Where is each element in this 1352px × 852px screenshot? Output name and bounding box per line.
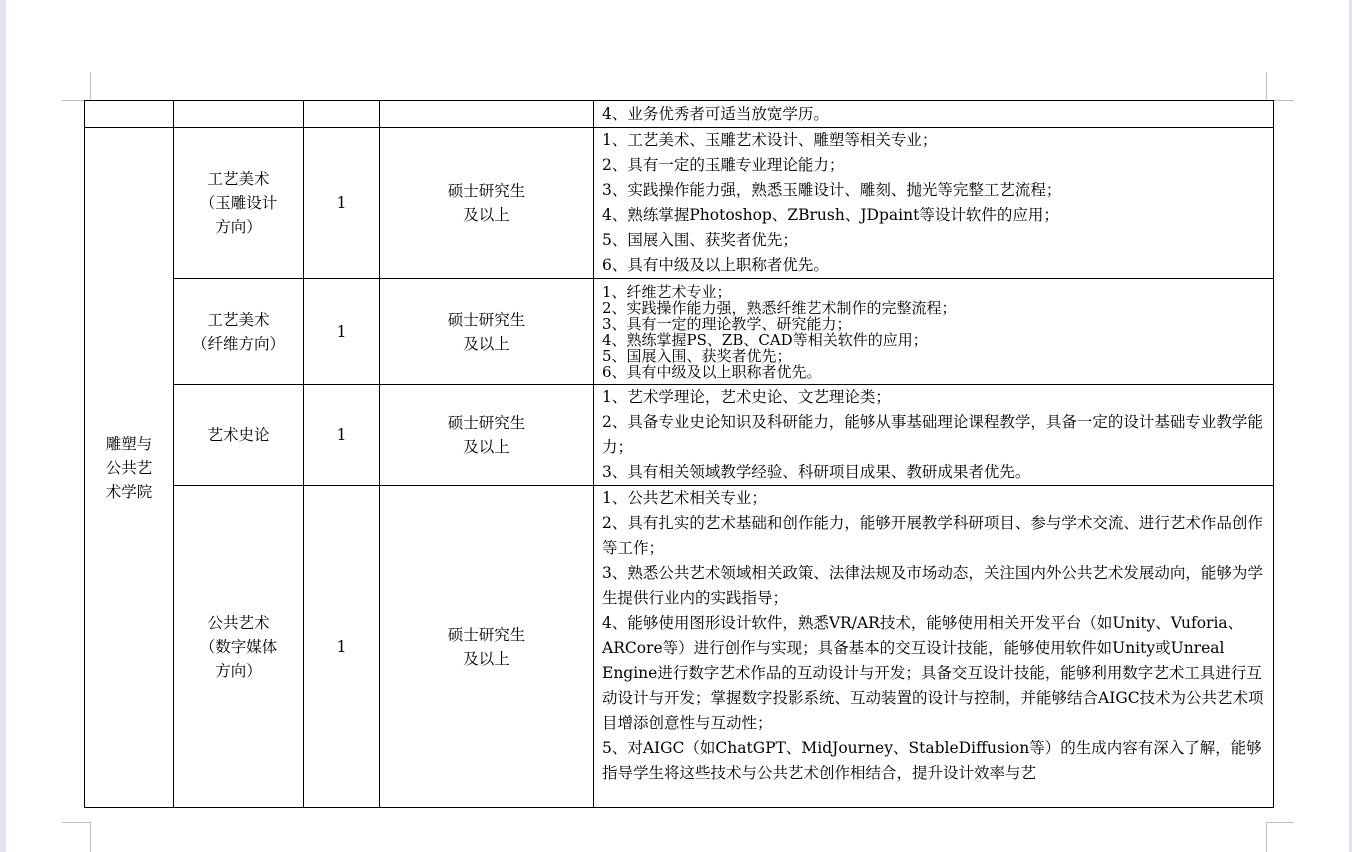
requirement-item: 3、熟悉公共艺术领域相关政策、法律法规及市场动态，关注国内外公共艺术发展动向，能够为学生提供行业内的实践指导；: [602, 564, 1263, 607]
degree-cell: [380, 279, 594, 385]
requirement-item: 3、具有相关领域教学经验、科研项目成果、教研成果者优先。: [602, 463, 1031, 481]
position-name-line: 方向）: [215, 218, 262, 236]
requirement-item: 3、具有一定的理论教学、研究能力；: [602, 314, 852, 333]
department-cell-empty: [85, 101, 174, 128]
requirements-cell: [594, 279, 1274, 385]
position-name-line: （数字媒体: [199, 637, 278, 656]
crop-mark-bottom-right-v: [1266, 822, 1267, 852]
degree-line: 及以上: [463, 334, 510, 353]
position-name-line: 公共艺术: [207, 613, 270, 632]
count-cell: 1: [304, 128, 380, 279]
requirement-item: 6、具有中级及以上职称者优先。: [602, 256, 829, 274]
degree-cell-empty: [380, 101, 594, 128]
requirement-item: 5、国展入围、获奖者优先；: [602, 231, 798, 249]
requirement-item: 1、艺术学理论，艺术史论、文艺理论类；: [602, 388, 891, 406]
table-row: [85, 385, 1274, 486]
requirement-item: 1、公共艺术相关专业；: [602, 489, 767, 507]
degree-line: 硕士研究生: [447, 182, 526, 200]
table-row: [85, 279, 1274, 385]
table-row: [85, 486, 1274, 808]
requirement-item: 4、熟练掌握PS、ZB、CAD等相关软件的应用；: [602, 330, 928, 349]
requirements-cell: [594, 128, 1274, 279]
department-name-line: 雕塑与: [105, 434, 153, 453]
position-name-line: 方向）: [215, 661, 262, 680]
degree-cell: [380, 486, 594, 808]
requirement-item: 4、业务优秀者可适当放宽学历。: [602, 104, 829, 123]
crop-mark-bottom-right: [1266, 822, 1294, 823]
degree-cell: [380, 385, 594, 486]
requirement-item: 1、纤维艺术专业；: [602, 282, 732, 301]
position-cell: [174, 486, 304, 808]
page-left-margin: [0, 0, 6, 852]
degree-line: 及以上: [463, 649, 510, 668]
degree-line: 硕士研究生: [447, 625, 526, 644]
position-name-line: （玉雕设计: [199, 194, 278, 212]
requirement-item: 2、实践操作能力强，熟悉纤维艺术制作的完整流程；: [602, 298, 957, 317]
requirements-cell: [594, 486, 1274, 808]
requirement-item: 5、国展入围、获奖者优先；: [602, 346, 792, 365]
requirement-item: 2、具有一定的玉雕专业理论能力；: [602, 156, 845, 174]
requirements-cell: [594, 101, 1274, 128]
requirement-item: 2、具备专业史论知识及科研能力，能够从事基础理论课程教学，具备一定的设计基础专业教学能力；: [602, 413, 1263, 456]
crop-mark-bottom-left: [62, 822, 90, 823]
requirement-item: 1、工艺美术、玉雕艺术设计、雕塑等相关专业；: [602, 131, 938, 149]
position-cell: [174, 385, 304, 486]
requirements-clip: [602, 486, 1267, 806]
position-name-line: 工艺美术: [207, 170, 270, 188]
degree-line: 及以上: [463, 438, 510, 456]
position-name-line: （纤维方向）: [191, 334, 285, 353]
requirement-item: 4、熟练掌握Photoshop、ZBrush、JDpaint等设计软件的应用；: [602, 206, 1059, 224]
degree-line: 硕士研究生: [447, 414, 526, 432]
count-cell-empty: [304, 101, 380, 128]
requirement-item: 6、具有中级及以上职称者优先。: [602, 362, 822, 381]
table-row: [85, 101, 1274, 128]
requirement-item: 5、对AIGC（如ChatGPT、MidJourney、StableDiffusion等）的生成内容有深入了解，能够指导学生将这些技术与公共艺术创作相结合，提升设计效率与艺: [602, 739, 1262, 782]
position-cell: [174, 128, 304, 279]
department-name-line: 公共艺: [105, 458, 153, 477]
position-cell-empty: [174, 101, 304, 128]
count-cell: 1: [304, 486, 380, 808]
requirement-item: 3、实践操作能力强，熟悉玉雕设计、雕刻、抛光等完整工艺流程；: [602, 181, 1062, 199]
department-name-line: 术学院: [105, 482, 153, 501]
degree-line: 硕士研究生: [447, 310, 526, 329]
degree-line: 及以上: [463, 206, 510, 224]
table-row: [85, 128, 1274, 279]
position-name-line: 工艺美术: [207, 310, 270, 329]
position-cell: [174, 279, 304, 385]
requirement-item: 2、具有扎实的艺术基础和创作能力，能够开展教学科研项目、参与学术交流、进行艺术作品创作等工作；: [602, 514, 1263, 557]
crop-mark-top-right-v: [1266, 72, 1267, 100]
crop-mark-top-left-v: [90, 72, 91, 100]
requirement-item: 4、能够使用图形设计软件，熟悉VR/AR技术，能够使用相关开发平台（如Unity、Vuforia、ARCore等）进行创作与实现；具备基本的交互设计技能，能够使用软件如Unity或Unreal Engine进行数字艺术作品的互动设计与开发；具备交互设计技能，能够利用数字艺术工具进行互动设计与开发；掌握数字投影系统、互动装置的设计与控制，并能够结合AIGC技术为公共艺术项目增添创意性与互动性；: [602, 614, 1264, 732]
recruitment-table: [84, 100, 1274, 808]
count-cell: 1: [304, 385, 380, 486]
position-name-line: 艺术史论: [207, 426, 270, 444]
count-cell: 1: [304, 279, 380, 385]
crop-mark-bottom-left-v: [90, 822, 91, 852]
degree-cell: [380, 128, 594, 279]
requirements-cell: [594, 385, 1274, 486]
department-cell: [85, 128, 174, 808]
